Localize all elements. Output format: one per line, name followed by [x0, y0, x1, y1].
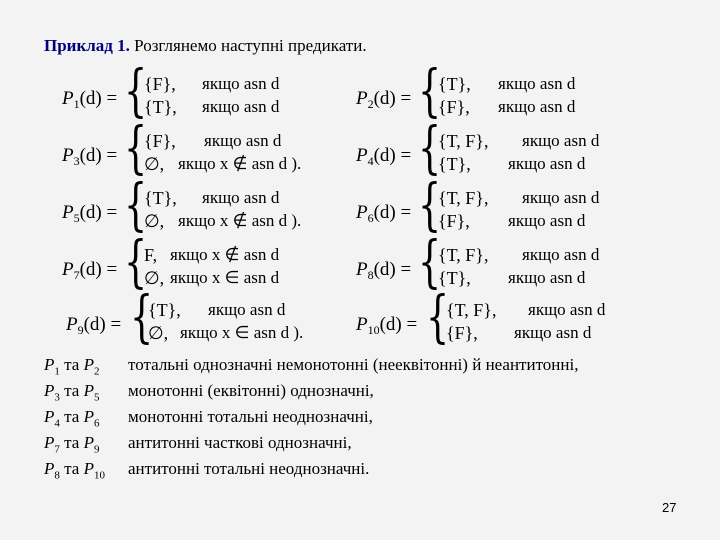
formula-p8: $P_8(d)$ = { {T, F}, якщо asn d {T}, якщо asn d: [356, 230, 600, 295]
left-brace: {: [124, 230, 148, 295]
formula-p9: $P_9(d)$ = { {T}, якщо asn d ∅, якщо x ∈ asn d ).: [66, 285, 304, 350]
formula-p4: $P_4(d)$ = { {T, F}, якщо asn d {T}, якщо asn d: [356, 116, 600, 181]
formula-p6: $P_6(d)$ = { {T, F}, якщо asn d {F}, якщо asn d: [356, 173, 600, 238]
formula-p2: $P_2(d)$ = { {T}, якщо asn d {F}, якщо asn d: [356, 59, 576, 124]
left-brace: {: [418, 59, 442, 124]
property-row: $P_3$ та $P_5$ монотонні (еквітонні) однозначні,: [44, 381, 374, 404]
title-text: Розглянемо наступні предикати.: [129, 36, 367, 55]
slide-title: [44, 36, 367, 56]
page-number: 27: [662, 500, 677, 515]
formula-p5: $P_5(d)$ = { {T}, якщо asn d ∅, якщо x ∉ asn d ).: [62, 173, 302, 238]
left-brace: {: [426, 285, 450, 350]
properties-list: [44, 352, 579, 482]
left-brace: {: [124, 59, 148, 124]
property-row: $P_7$ та $P_9$ антитонні часткові однозначні,: [44, 433, 352, 456]
property-row: $P_8$ та $P_{10}$ антитонні тотальні неоднозначні.: [44, 459, 370, 482]
formula-p7: $P_7(d)$ = { F, якщо x ∉ asn d ∅, якщо x ∈ asn d: [62, 230, 280, 295]
formula-p10: $P_{10}(d)$ = { {T, F}, якщо asn d {F}, якщо asn d: [356, 285, 606, 350]
property-row: $P_1$ та $P_2$ тотальні однозначні немонотонні (нееквітонні) й неантитонні,: [44, 355, 579, 378]
left-brace: {: [124, 173, 148, 238]
left-brace: {: [418, 230, 442, 295]
left-brace: {: [124, 116, 148, 181]
formula-p1: $P_1(d)$ = { {F}, якщо asn d {T}, якщо asn d: [62, 59, 280, 124]
formula-p3: $P_3(d)$ = { {F}, якщо asn d ∅, якщо x ∉ asn d ).: [62, 116, 302, 181]
left-brace: {: [130, 285, 154, 350]
left-brace: {: [418, 116, 442, 181]
example-label: Приклад 1.: [44, 36, 130, 55]
property-row: $P_4$ та $P_6$ монотонні тотальні неоднозначні,: [44, 407, 373, 430]
left-brace: {: [418, 173, 442, 238]
